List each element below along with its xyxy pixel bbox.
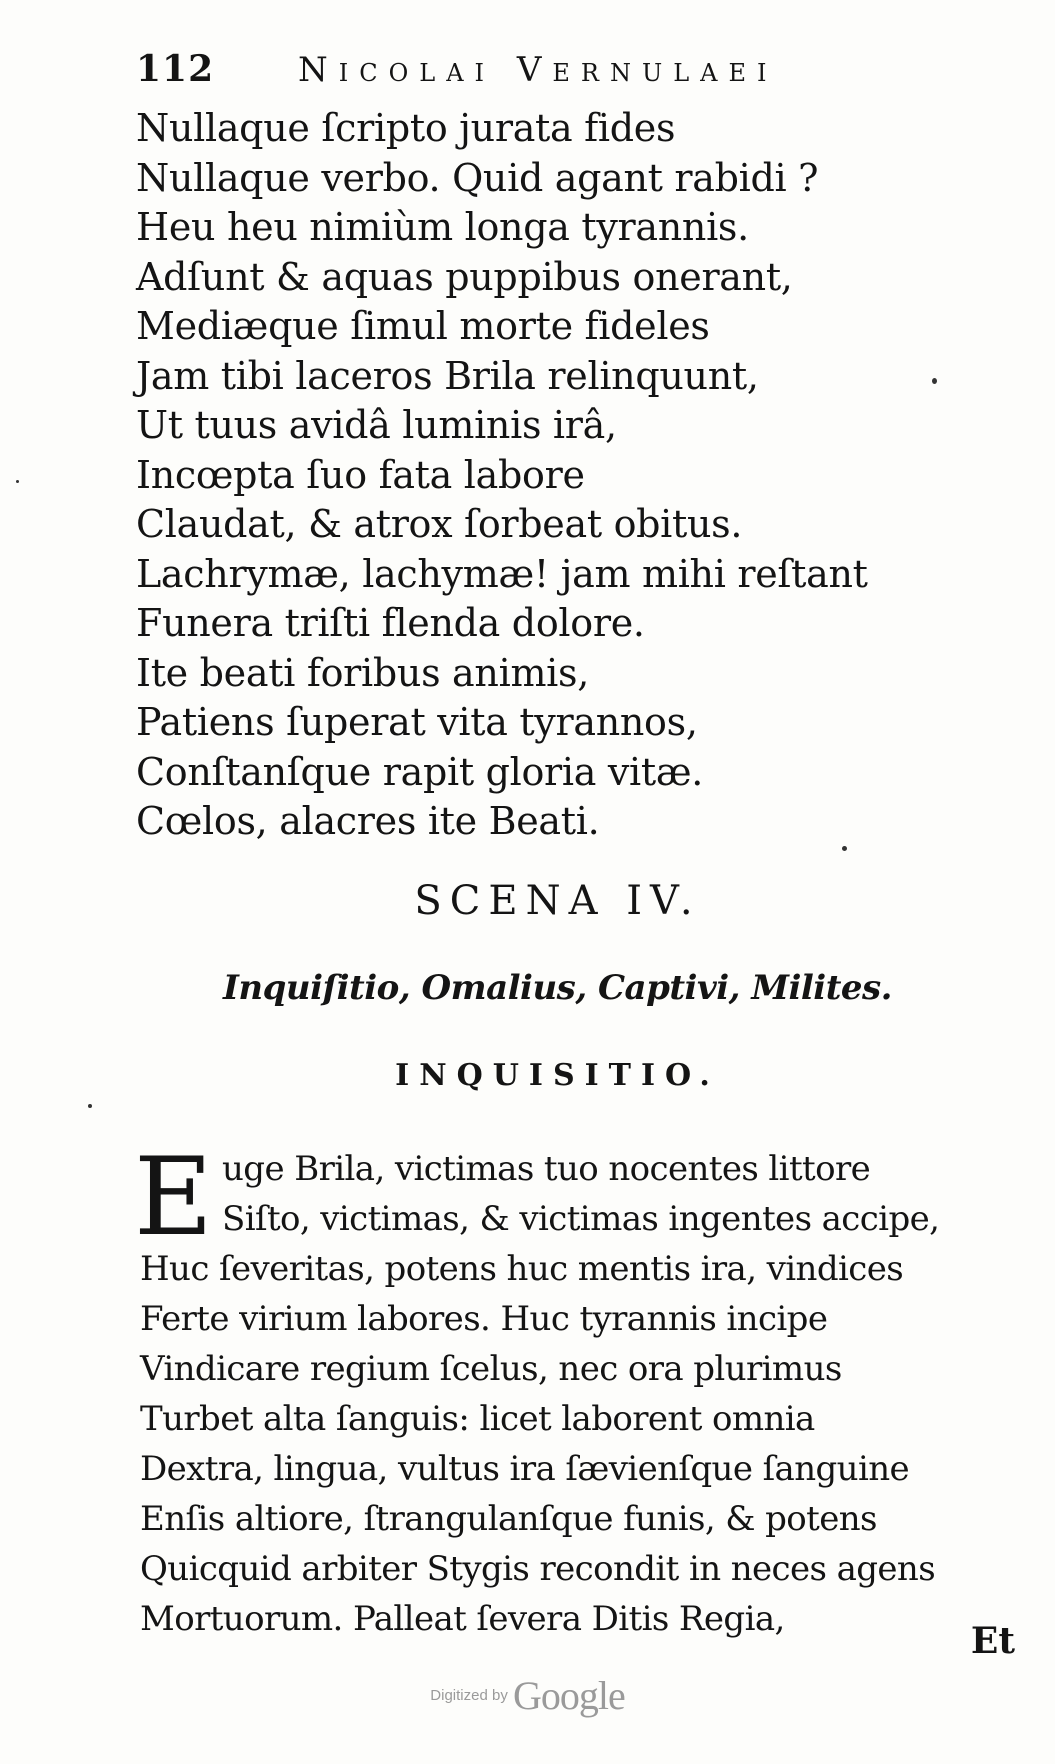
verse-line: Jam tibi laceros Brila relinquunt, bbox=[136, 353, 759, 398]
dialogue-line: Mortuorum. Palleat ſevera Ditis Regia, bbox=[140, 1599, 785, 1639]
dialogue-line: Turbet alta ſanguis: licet laborent omnia bbox=[140, 1399, 815, 1439]
drop-cap: E bbox=[134, 1135, 213, 1260]
verse-line: Incœpta ſuo fata labore bbox=[136, 452, 585, 497]
dialogue-line: Huc ſeveritas, potens huc mentis ira, vindices bbox=[140, 1249, 904, 1289]
verse-line: Claudat, & atrox ſorbeat obitus. bbox=[136, 502, 743, 546]
ink-speck bbox=[88, 1104, 92, 1108]
verse-line: Patiens ſuperat vita tyrannos, bbox=[136, 700, 698, 744]
verse-line: Nullaque ſcripto jurata fides bbox=[136, 106, 676, 150]
dialogue-line: Quicquid arbiter Stygis recondit in neces agens bbox=[140, 1549, 936, 1589]
verse-line: Ut tuus avidâ luminis irâ, bbox=[136, 403, 617, 447]
dialogue-line: uge Brila, victimas tuo nocentes littore bbox=[222, 1149, 871, 1189]
verse-line: Adſunt & aquas puppibus onerant, bbox=[136, 254, 793, 299]
catchword: Et bbox=[970, 1620, 1015, 1662]
dialogue-line: Dextra, lingua, vultus ira ſævienſque ſanguine bbox=[140, 1449, 910, 1489]
running-title: Nicolai Vernulaei bbox=[298, 50, 778, 90]
verse-line: Ite beati foribus animis, bbox=[136, 650, 590, 695]
watermark-prefix: Digitized by bbox=[430, 1687, 508, 1704]
page-number: 112 bbox=[136, 48, 215, 90]
ink-speck bbox=[16, 480, 19, 483]
dialogue-line: Ferte virium labores. Huc tyrannis incipe bbox=[140, 1299, 828, 1339]
watermark-brand: Google bbox=[512, 1673, 625, 1718]
chorus-verse bbox=[136, 104, 956, 847]
dialogue-lines bbox=[140, 1144, 1020, 1644]
running-head bbox=[128, 48, 928, 96]
verse-line: Heu heu nimiùm longa tyrannis. bbox=[136, 205, 749, 249]
ink-speck bbox=[842, 846, 847, 851]
verse-line: Cœlos, alacres ite Beati. bbox=[136, 799, 600, 843]
digitization-watermark bbox=[0, 1672, 1055, 1719]
verse-line: Mediæque ſimul morte fideles bbox=[136, 304, 710, 348]
scene-characters: Inquiſitio, Omalius, Captivi, Milites. bbox=[222, 968, 893, 1008]
speaker-name: INQUISITIO. bbox=[395, 1058, 720, 1093]
verse-line: Lachrymæ, lachymæ! jam mihi reſtant bbox=[136, 551, 868, 596]
dialogue-line: Enſis altiore, ſtrangulanſque funis, & potens bbox=[140, 1499, 877, 1539]
verse-line: Conſtanſque rapit gloria vitæ. bbox=[136, 749, 704, 794]
verse-line: Nullaque verbo. Quid agant rabidi ? bbox=[136, 155, 819, 200]
ink-speck bbox=[932, 378, 937, 384]
scene-title: SCENA IV. bbox=[414, 878, 701, 924]
verse-line: Funera triſti flenda dolore. bbox=[136, 601, 645, 645]
dialogue-line: Vindicare regium ſcelus, nec ora plurimus bbox=[140, 1349, 842, 1389]
dialogue-line: Siſto, victimas, & victimas ingentes accipe, bbox=[222, 1199, 940, 1239]
